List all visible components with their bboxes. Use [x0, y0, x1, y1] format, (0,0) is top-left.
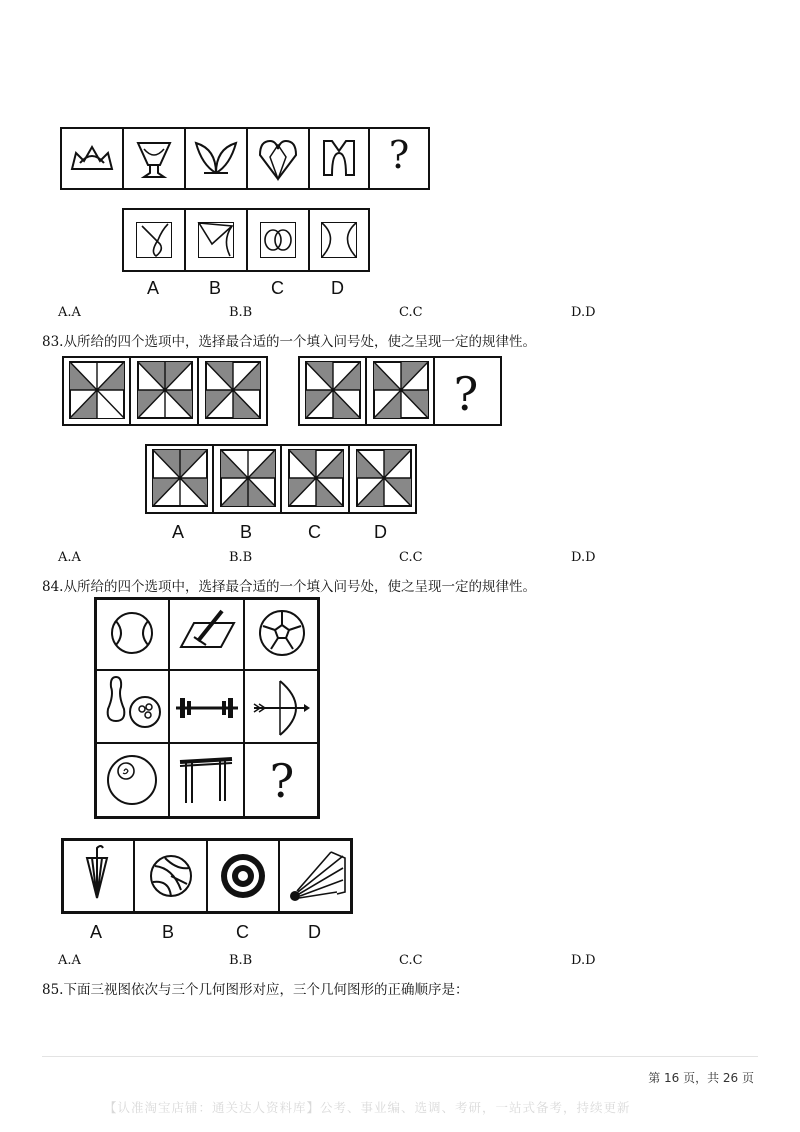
q83-options-row — [145, 444, 417, 514]
q83-option-b[interactable] — [221, 450, 275, 506]
option-label-a: A — [147, 278, 160, 298]
q82-option-a[interactable] — [122, 208, 186, 272]
option-label-a: A — [90, 922, 103, 942]
choice-c[interactable]: C.C — [399, 305, 423, 320]
choice-d[interactable]: D.D — [571, 953, 596, 968]
q82-option-b[interactable] — [184, 208, 248, 272]
choice-a[interactable]: A.A — [58, 305, 81, 320]
q83-figure-group-2 — [298, 356, 502, 426]
q82-figure-1 — [60, 127, 124, 190]
option-label-b: B — [209, 278, 222, 298]
q82-figure-2 — [122, 127, 186, 190]
question-mark: ? — [453, 367, 479, 421]
q83-option-a[interactable] — [153, 450, 207, 506]
q82-figure-4 — [246, 127, 310, 190]
q83-option-c[interactable] — [289, 450, 343, 506]
question-mark: ? — [388, 133, 410, 177]
q82-option-c[interactable] — [246, 208, 310, 272]
choice-d[interactable]: D.D — [571, 550, 596, 565]
q83-figure-group-1 — [62, 356, 268, 426]
q83-stem: 83.从所给的四个选项中，选择最合适的一个填入问号处，使之呈现一定的规律性。 — [42, 334, 536, 350]
q85-stem: 85.下面三视图依次与三个几何图形对应，三个几何图形的正确顺序是： — [42, 982, 469, 998]
choice-b[interactable]: B.B — [229, 550, 253, 565]
q84-stem: 84.从所给的四个选项中，选择最合适的一个填入问号处，使之呈现一定的规律性。 — [42, 579, 536, 595]
option-label-b: B — [240, 522, 253, 542]
q84-options-row — [61, 838, 353, 914]
footer-divider — [42, 1056, 758, 1057]
q82-question-mark-cell — [368, 127, 430, 190]
option-label-b: B — [162, 922, 175, 942]
q84-grid — [94, 597, 320, 819]
page-number: 第 16 页，共 26 页 — [648, 1071, 754, 1085]
q82-figure-3 — [184, 127, 248, 190]
choice-a[interactable]: A.A — [58, 953, 81, 968]
choice-c[interactable]: C.C — [399, 550, 423, 565]
choice-a[interactable]: A.A — [58, 550, 81, 565]
choice-d[interactable]: D.D — [571, 305, 596, 320]
watermark: 【认准淘宝店铺：通关达人资料库】公考、事业编、选调、考研，一站式备考，持续更新 — [104, 1100, 631, 1115]
q82-figure-5 — [308, 127, 370, 190]
option-label-c: C — [271, 278, 284, 298]
choice-b[interactable]: B.B — [229, 305, 253, 320]
q83-option-d[interactable] — [357, 450, 411, 506]
option-label-d: D — [374, 522, 387, 542]
choice-b[interactable]: B.B — [229, 953, 253, 968]
question-mark: ? — [269, 754, 295, 808]
choice-c[interactable]: C.C — [399, 953, 423, 968]
option-label-d: D — [308, 922, 321, 942]
option-label-c: C — [236, 922, 249, 942]
option-label-c: C — [308, 522, 321, 542]
target-icon[interactable] — [221, 854, 265, 898]
option-label-a: A — [172, 522, 185, 542]
q82-option-d[interactable] — [308, 208, 370, 272]
option-label-d: D — [331, 278, 344, 298]
